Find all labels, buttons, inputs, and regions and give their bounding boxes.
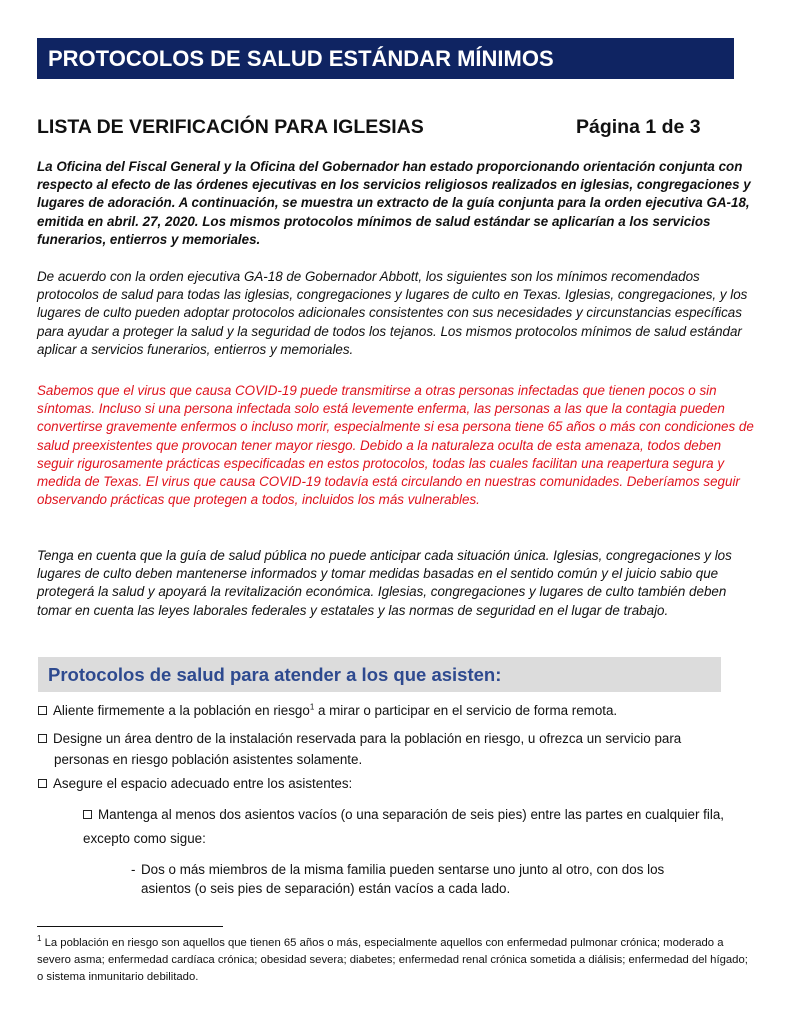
checklist-subitem — [83, 803, 773, 851]
section-heading: Protocolos de salud para atender a los que asisten: — [38, 657, 721, 692]
covid-warning-paragraph: Sabemos que el virus que causa COVID-19 puede transmitirse a otras personas infectadas que tienen pocos o sin síntomas. Incluso si una persona infectada solo está levemente enferma, las personas a las que la contagia pueden convertirse gravemente enfermos o incluso morir, especialmente si esa persona tiene 65 años o más con condiciones de salud preexistentes que provocan tener mayor riesgo. Debido a la naturaleza oculta de esta amenaza, todos deben seguir rigurosamente prácticas especificadas en estos protocolos, todas las cuales facilitan una reapertura segura y medida de Texas. El virus que causa COVID-19 todavía está circulando en nuestras comunidades. Deberíamos seguir observando prácticas que protegen a todos, incluidos los más vulnerables. — [37, 383, 754, 508]
item-text: Asegure el espacio adecuado entre los asistentes: — [53, 776, 353, 791]
checkbox-icon[interactable] — [38, 706, 47, 715]
footnote-text: La población en riesgo son aquellos que tienen 65 años o más, especialmente aquellos con enfermedad pulmonar crónica; moderado a severo asma; enfermedad cardíaca crónica; obesidad severa; diabetes; enfermedad renal crónica sometida a diálisis; enfermedad del hígado; o sistema inmunitario debilitado. — [37, 937, 748, 983]
page-indicator: Página 1 de 3 — [576, 116, 701, 138]
checkbox-icon[interactable] — [38, 734, 47, 743]
checklist-item — [38, 728, 768, 770]
subtitle-row — [37, 112, 734, 142]
checklist-title: LISTA DE VERIFICACIÓN PARA IGLESIAS — [37, 116, 424, 138]
item-text: a mirar o participar en el servicio de forma remota. — [314, 703, 618, 718]
document-banner-title: PROTOCOLOS DE SALUD ESTÁNDAR MÍNIMOS — [37, 38, 734, 79]
checkbox-icon[interactable] — [83, 810, 92, 819]
checkbox-icon[interactable] — [38, 779, 47, 788]
dash-bullet-icon: - — [131, 862, 136, 877]
item-text: Dos o más miembros de la misma familia pueden sentarse uno junto al otro, con dos los — [141, 862, 665, 877]
footnote-marker: 1 — [37, 934, 42, 944]
checklist-item — [38, 700, 738, 721]
exception-bullet — [131, 860, 771, 898]
guidance-note-paragraph: Tenga en cuenta que la guía de salud pública no puede anticipar cada situación única. Iglesias, congregaciones y los lugares de culto deben mantenerse informados y tomar medidas basadas en el sentido común y el juicio sabio que protegerá la salud y apoyará la revitalización económica. Iglesias, congregaciones y lugares de culto también deben tomar en cuenta las leyes laborales federales y estatales y las normas de seguridad en el lugar de trabajo. — [37, 548, 732, 618]
footnote-divider — [37, 926, 223, 927]
item-text: Mantenga al menos dos asientos vacíos (o una separación de seis pies) entre las partes en cualquier fila, excepto como sigue: — [83, 807, 724, 846]
item-text-continued: asientos (o seis pies de separación) están vacíos a cada lado. — [141, 881, 511, 896]
footnote — [37, 935, 757, 986]
footnote-ref: 1 — [309, 702, 315, 712]
intro-paragraph: La Oficina del Fiscal General y la Oficina del Gobernador han estado proporcionando orientación conjunta con respecto al efecto de las órdenes ejecutivas en los servicios religiosos realizados en iglesias, congregaciones y lugares de adoración. A continuación, se muestra un extracto de la guía conjunta para la orden ejecutiva GA-18, emitida en abril. 27, 2020. Los mismos protocolos mínimos de salud estándar se aplicarían a los servicios funerarios, entierros y memoriales. — [37, 159, 751, 247]
item-text: Designe un área dentro de la instalación reservada para la población en riesgo, u ofrezca un servicio para — [53, 731, 682, 746]
item-text-continued: personas en riesgo población asistentes solamente. — [54, 752, 363, 767]
executive-order-paragraph: De acuerdo con la orden ejecutiva GA-18 de Gobernador Abbott, los siguientes son los mínimos recomendados protocolos de salud para todas las iglesias, congregaciones y lugares de culto en Texas. Iglesias, congregaciones, y los lugares de culto pueden adoptar protocolos adicionales consistentes con sus necesidades y circunstancias específicas para ayudar a proteger la salud y la seguridad de todos los tejanos. Los mismos protocolos mínimos de salud estándar aplicar a servicios funerarios, entierros y memoriales. — [37, 269, 748, 357]
checklist-item — [38, 773, 738, 794]
item-text: Aliente firmemente a la población en riesgo — [53, 703, 310, 718]
